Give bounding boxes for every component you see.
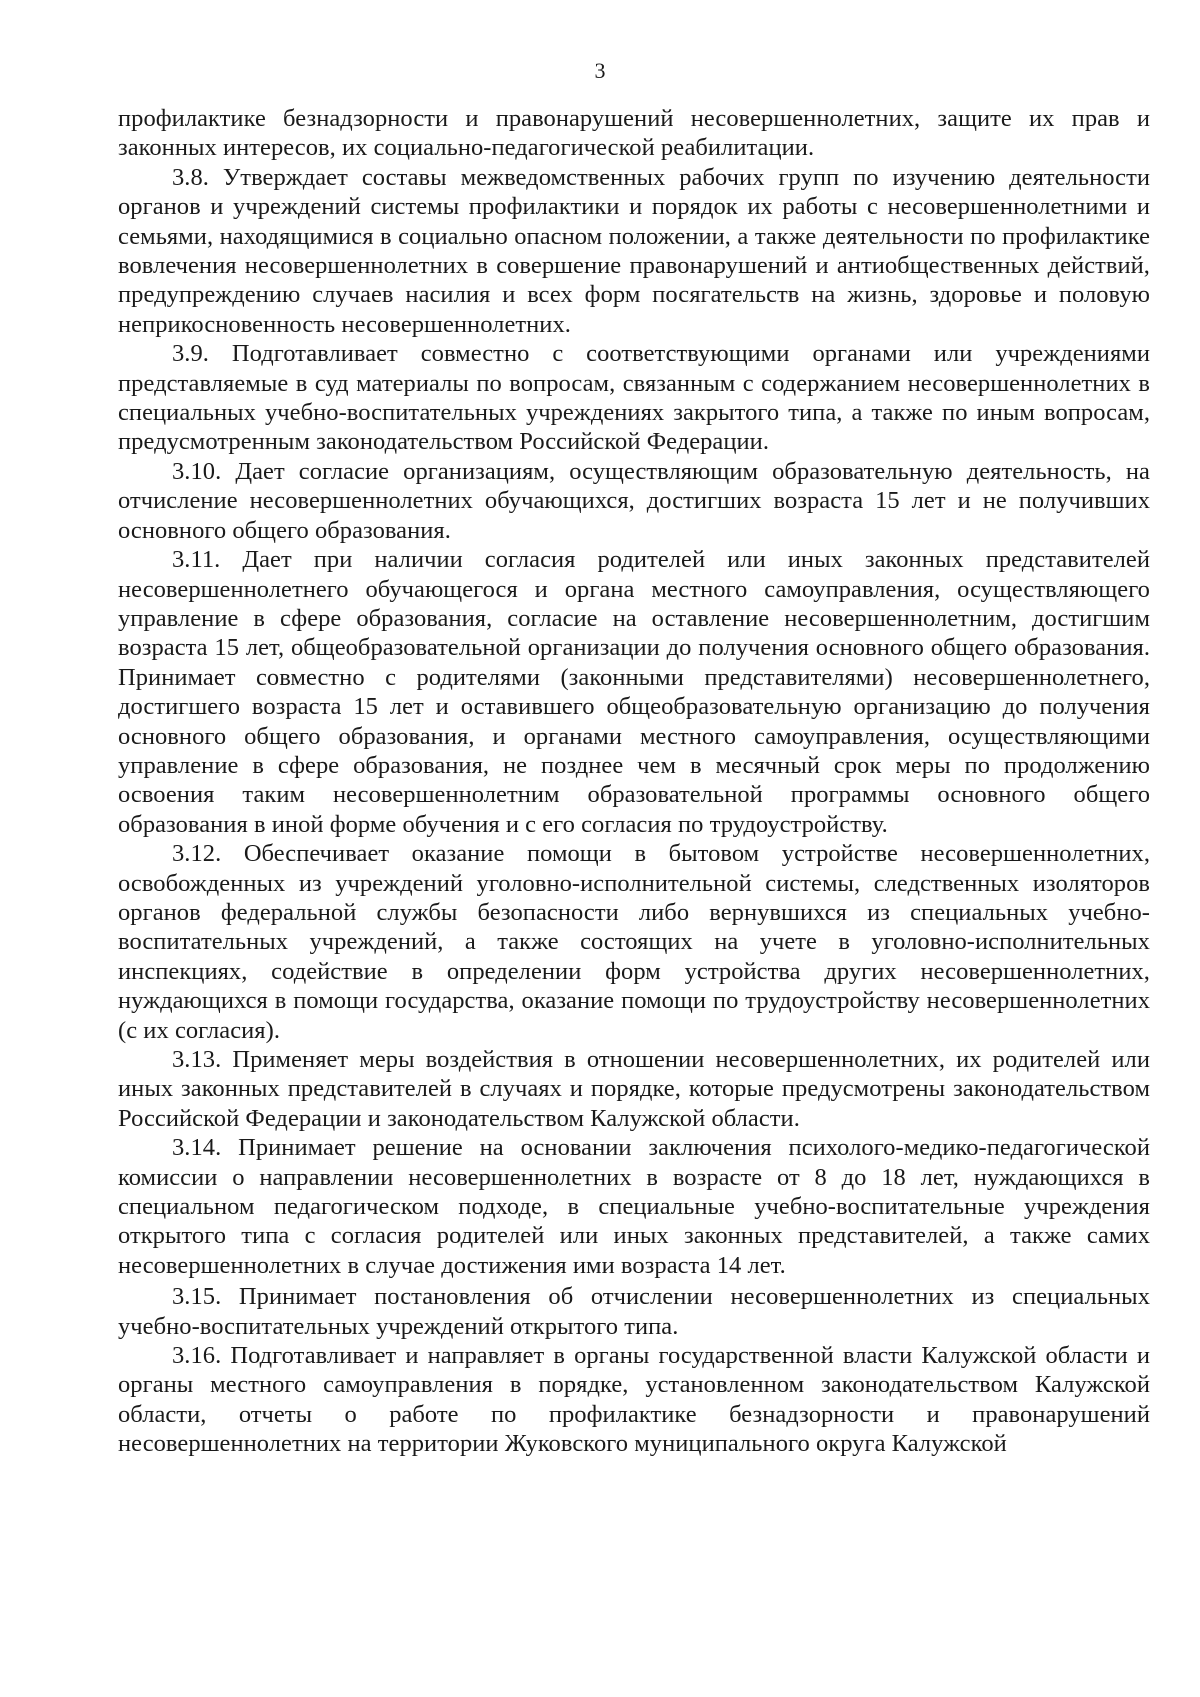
paragraph-3-13: 3.13. Применяет меры воздействия в отношении несовершеннолетних, их родителей или иных законных представителей в случаях и порядке, которые предусмотрены законодательством Российской Федерации и законодательством Калужской области. [118,1046,1150,1132]
page-number: 3 [594,58,606,83]
paragraph-3-10: 3.10. Дает согласие организациям, осуществляющим образовательную деятельность, на отчисление несовершеннолетних обучающихся, достигших возраста 15 лет и не получивших основного общего образования. [118,457,1150,544]
paragraph-3-9: 3.9. Подготавливает совместно с соответствующими органами или учреждениями представляемые в суд материалы по вопросам, связанным с содержанием несовершеннолетних в специальных учебно-воспитательных учреждениях закрытого типа, а также по иным вопросам, предусмотренным законодательством Российской Федерации. [118,340,1150,456]
paragraph-3-14: 3.14. Принимает решение на основании заключения психолого-медико-педагогической комиссии о направлении несовершеннолетних в возрасте от 8 до 18 лет, нуждающихся в специальном педагогическом подходе, в специальные учебно-воспитательные учреждения открытого типа с согласия родителей или иных законных представителей, а также самих несовершеннолетних в случае достижения ими возраста 14 лет. [118,1134,1150,1279]
paragraph-3-16: 3.16. Подготавливает и направляет в органы государственной власти Калужской области и органы местного самоуправления в порядке, установленном законодательством Калужской области, отчеты о работе по профилактике безнадзорности и правонарушений несовершеннолетних на территории Жуковского муниципального округа Калужской [118,1342,1150,1458]
paragraph-3-8: 3.8. Утверждает составы межведомственных рабочих групп по изучению деятельности органов и учреждений системы профилактики и порядок их работы с несовершеннолетними и семьями, находящимися в социально опасном положении, а также деятельности по профилактике вовлечения несовершеннолетних в совершение правонарушений и антиобщественных действий, предупреждению случаев насилия и всех форм посягательств на жизнь, здоровье и половую неприкосновенность несовершеннолетних. [118,163,1150,338]
paragraph-continuation: профилактике безнадзорности и правонарушений несовершеннолетних, защите их прав и законных интересов, их социально-педагогической реабилитации. [118,105,1150,162]
paragraph-3-11: 3.11. Дает при наличии согласия родителей или иных законных представителей несовершеннолетнего обучающегося и органа местного самоуправления, осуществляющего управление в сфере образования, согласие на оставление несовершеннолетним, достигшим возраста 15 лет, общеобразовательной организации до получения основного общего образования. Принимает совместно с родителями (законными представителями) несовершеннолетнего, достигшего возраста 15 лет и оставившего общеобразовательную организацию до получения основного общего образования, и органами местного самоуправления, осуществляющими управление в сфере образования, не позднее чем в месячный срок меры по продолжению освоения таким несовершеннолетним образовательной программы основного общего образования в иной форме обучения и с его согласия по трудоустройству. [118,546,1150,838]
paragraph-3-12: 3.12. Обеспечивает оказание помощи в бытовом устройстве несовершеннолетних, освобожденных из учреждений уголовно-исполнительной системы, следственных изоляторов органов федеральной службы безопасности либо вернувшихся из специальных учебно-воспитательных учреждений, а также состоящих на учете в уголовно-исполнительных инспекциях, содействие в определении форм устройства других несовершеннолетних, нуждающихся в помощи государства, оказание помощи по трудоустройству несовершеннолетних (с их согласия). [118,840,1150,1044]
document-body [118,104,1150,1459]
paragraph-3-15: 3.15. Принимает постановления об отчислении несовершеннолетних из специальных учебно-воспитательных учреждений открытого типа. [118,1283,1150,1340]
